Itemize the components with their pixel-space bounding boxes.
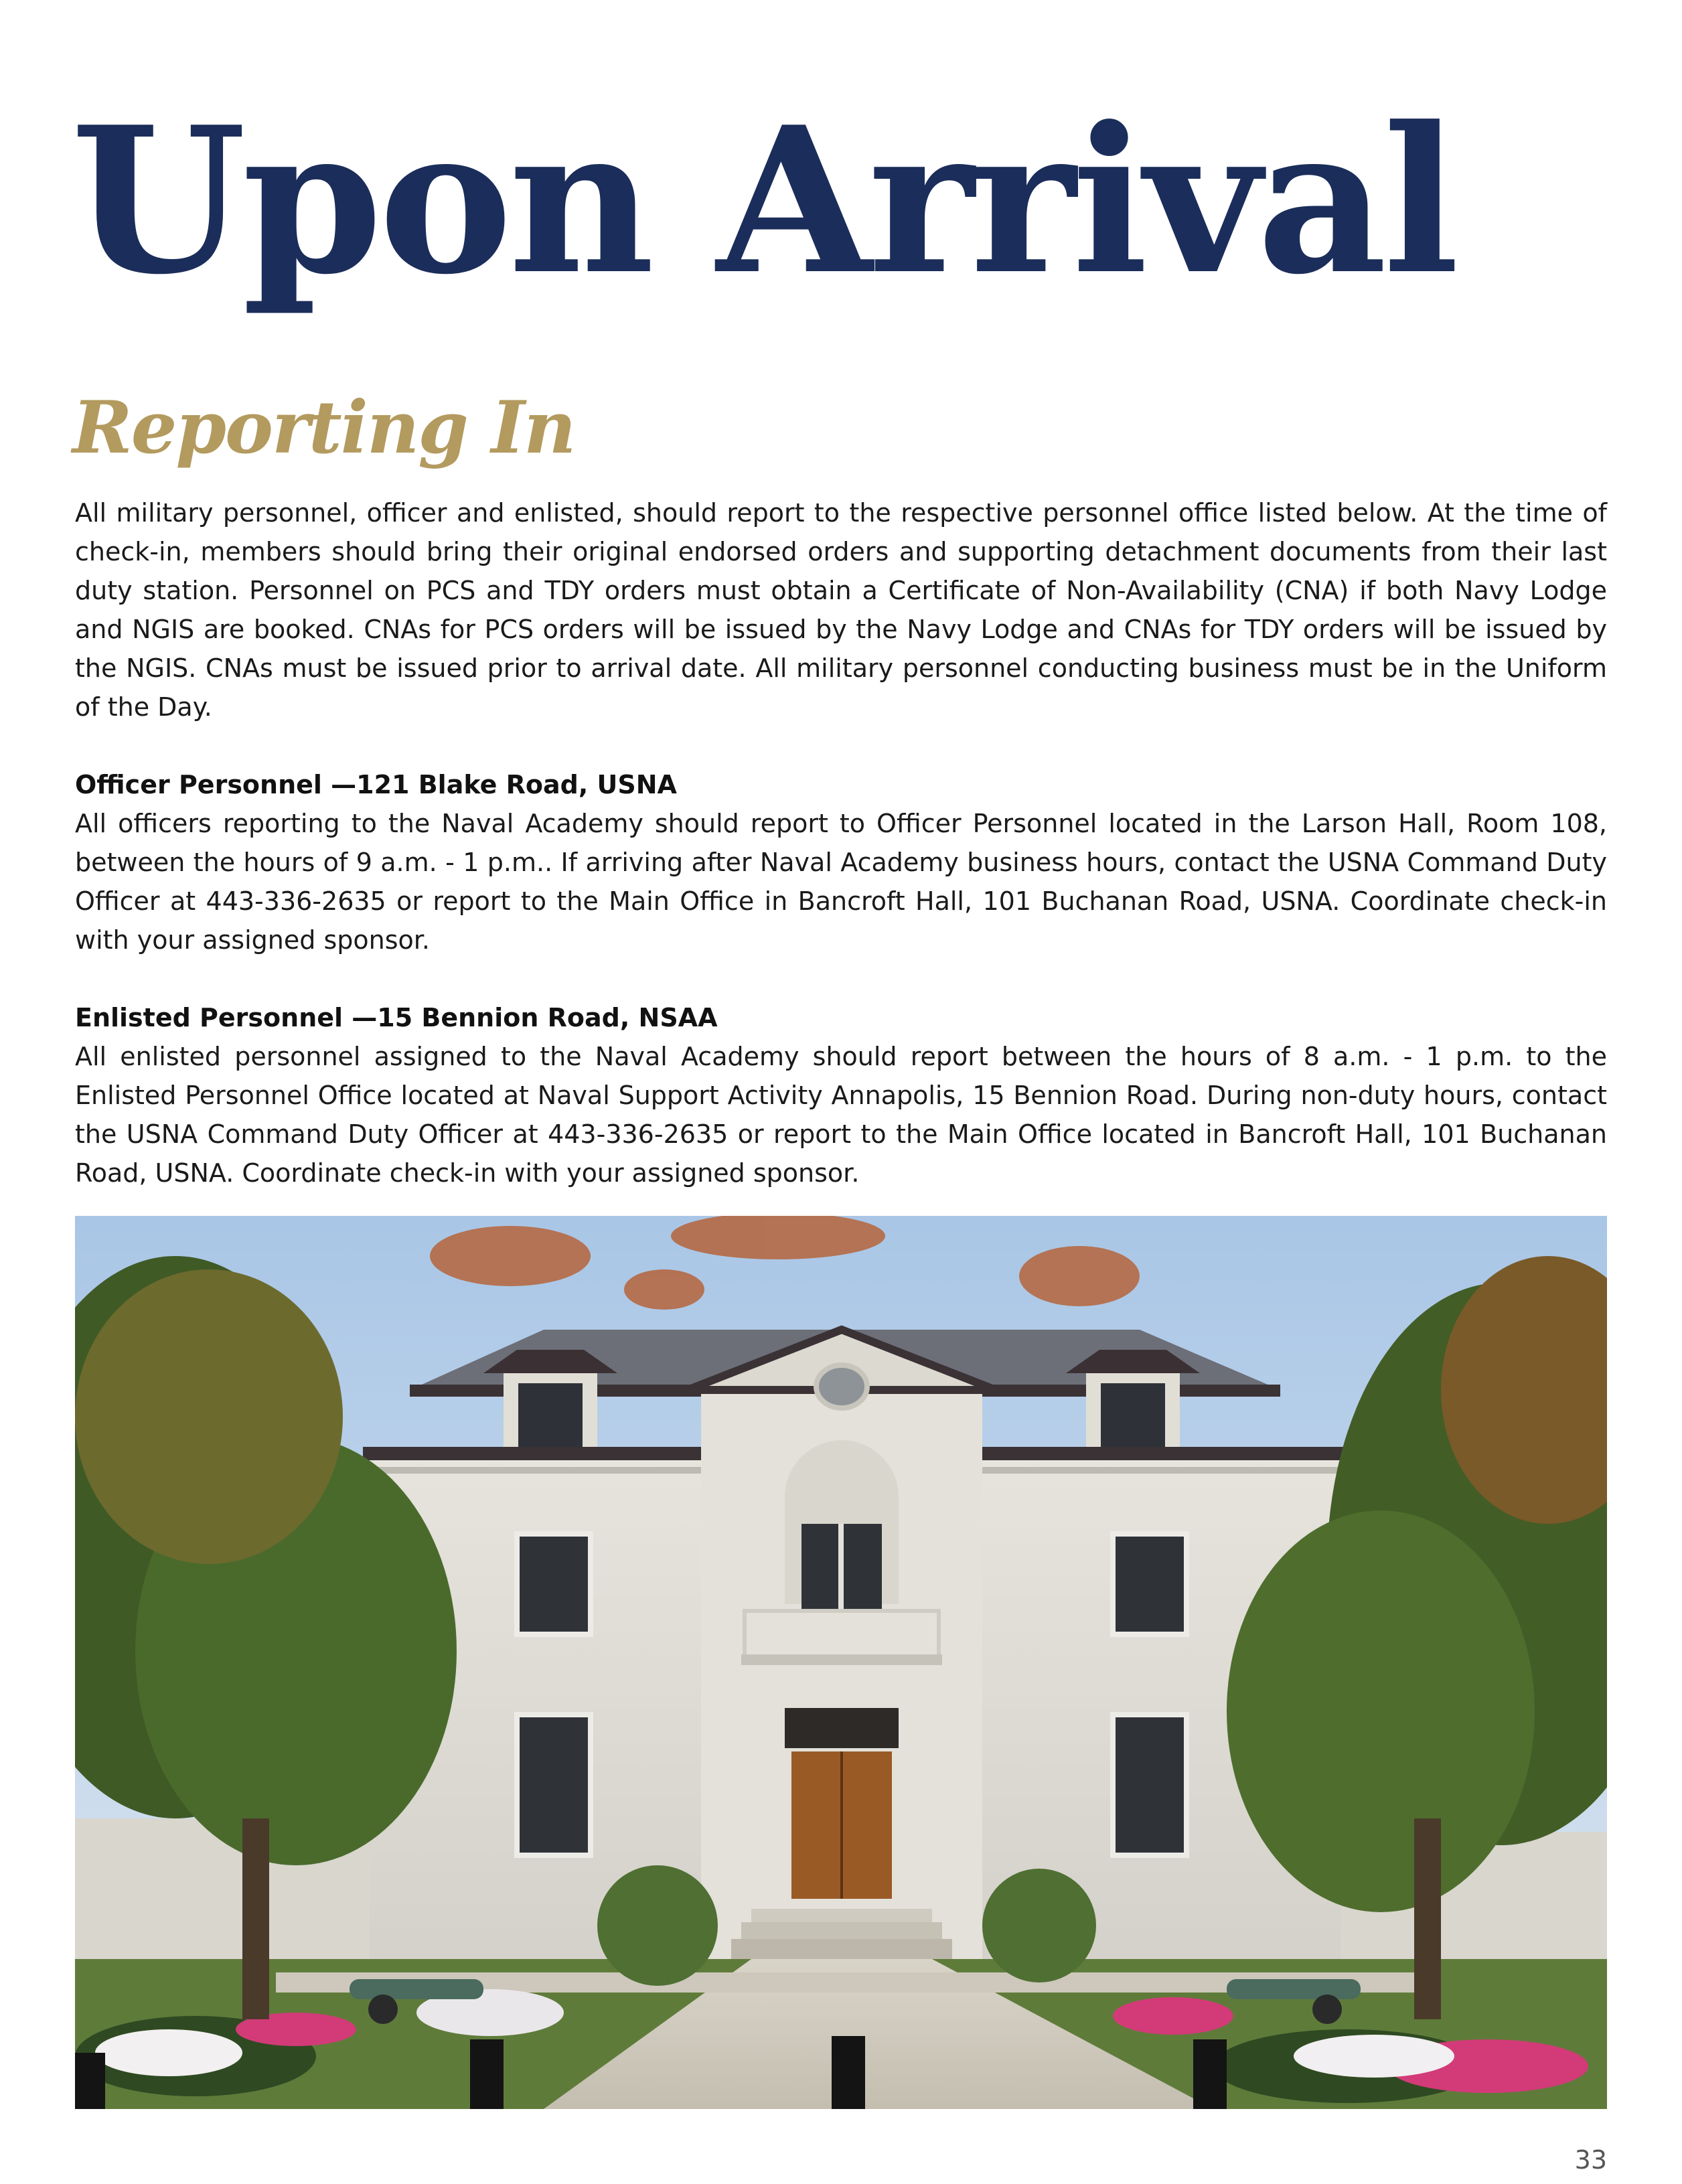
- enlisted-personnel-heading: Enlisted Personnel —15 Bennion Road, NSAA: [75, 1003, 718, 1032]
- enlisted-personnel-paragraph: All enlisted personnel assigned to the Naval Academy should report between the hours of 8 a.m. - 1 p.m. to the Enlisted Personnel Office located at Naval Support Activity Annapolis, 15 Bennion Road. During non-duty hours, contact the USNA Command Duty Officer at 443-336-2635 or report to the Main Office located in Bancroft Hall, 101 Buchanan Road, USNA. Coordinate check-in with your assigned sponsor.: [75, 1042, 1607, 1188]
- section-heading-reporting-in: Reporting In: [72, 386, 575, 470]
- intro-paragraph: All military personnel, officer and enlisted, should report to the respective personnel office listed below. At the time of check-in, members should bring their original endorsed orders and supporting detachment documents from their last duty station. Personnel on PCS and TDY orders must obtain a Certificate of Non-Availability (CNA) if both Navy Lodge and NGIS are booked. CNAs for PCS orders will be issued by the Navy Lodge and CNAs for TDY orders will be issued by the NGIS. CNAs must be issued prior to arrival date. All military personnel conducting business must be in the Uniform of the Day.: [75, 498, 1607, 722]
- officer-personnel-section: [75, 765, 1607, 959]
- officer-personnel-heading: Officer Personnel —121 Blake Road, USNA: [75, 770, 677, 799]
- building-illustration: [75, 1216, 1607, 2109]
- officer-personnel-paragraph: All officers reporting to the Naval Academy should report to Officer Personnel located in the Larson Hall, Room 108, between the hours of 9 a.m. - 1 p.m.. If arriving after Naval Academy business hours, contact the USNA Command Duty Officer at 443-336-2635 or report to the Main Office in Bancroft Hall, 101 Buchanan Road, USNA. Coordinate check-in with your assigned sponsor.: [75, 809, 1607, 955]
- page-title: Upon Arrival: [71, 82, 1456, 319]
- building-photo: [75, 1216, 1607, 2109]
- page-number: 33: [1574, 2145, 1607, 2175]
- content-body: [75, 493, 1607, 1231]
- enlisted-personnel-section: [75, 998, 1607, 1192]
